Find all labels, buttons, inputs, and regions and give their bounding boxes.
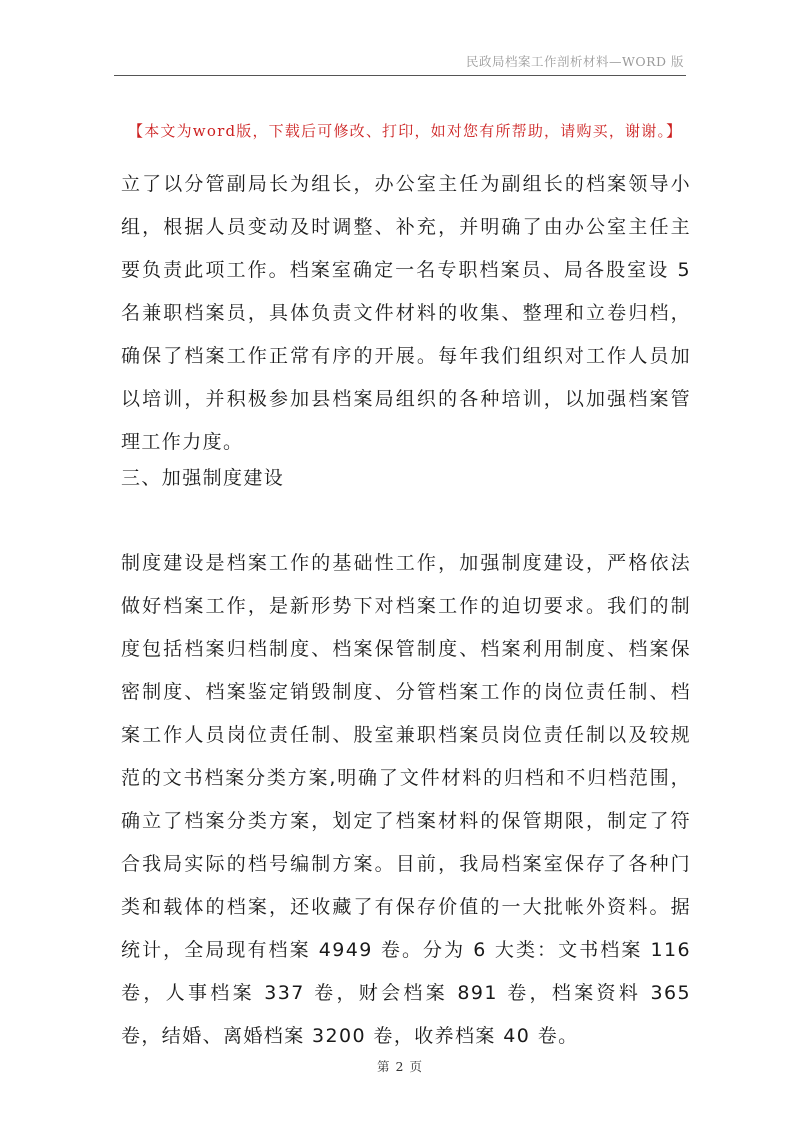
section-heading: 三、加强制度建设: [121, 467, 285, 489]
download-notice: 【本文为word版，下载后可修改、打印，如对您有所帮助，请购买，谢谢。】: [128, 122, 683, 140]
page-number: 第 2 页: [377, 1059, 423, 1074]
header-divider: [114, 75, 686, 76]
page-header-title: 民政局档案工作剖析材料—WORD 版: [465, 54, 684, 69]
body-paragraph-1: 立了以分管副局长为组长，办公室主任为副组长的档案领导小组，根据人员变动及时调整、补充，并明确了由办公室主任主要负责此项工作。档案室确定一名专职档案员、局各股室设 5 名兼职档案员，具体负责文件材料的收集、整理和立卷归档，确保了档案工作正常有序的开展。每年我们组织对工作人员加以培训，并积极参加县档案局组织的各种培训，以加强档案管理工作力度。: [121, 173, 691, 453]
body-paragraph-2: 制度建设是档案工作的基础性工作，加强制度建设，严格依法做好档案工作，是新形势下对档案工作的迫切要求。我们的制度包括档案归档制度、档案保管制度、档案利用制度、档案保密制度、档案鉴定销毁制度、分管档案工作的岗位责任制、档案工作人员岗位责任制、股室兼职档案员岗位责任制以及较规范的文书档案分类方案,明确了文件材料的归档和不归档范围，确立了档案分类方案，划定了档案材料的保管期限，制定了符合我局实际的档号编制方案。目前，我局档案室保存了各种门类和载体的档案，还收藏了有保存价值的一大批帐外资料。据统计，全局现有档案 4949 卷。分为 6 大类：文书档案 116 卷，人事档案 337 卷，财会档案 891 卷，档案资料 365 卷，结婚、离婚档案 3200 卷，收养档案 40 卷。: [121, 552, 691, 1047]
